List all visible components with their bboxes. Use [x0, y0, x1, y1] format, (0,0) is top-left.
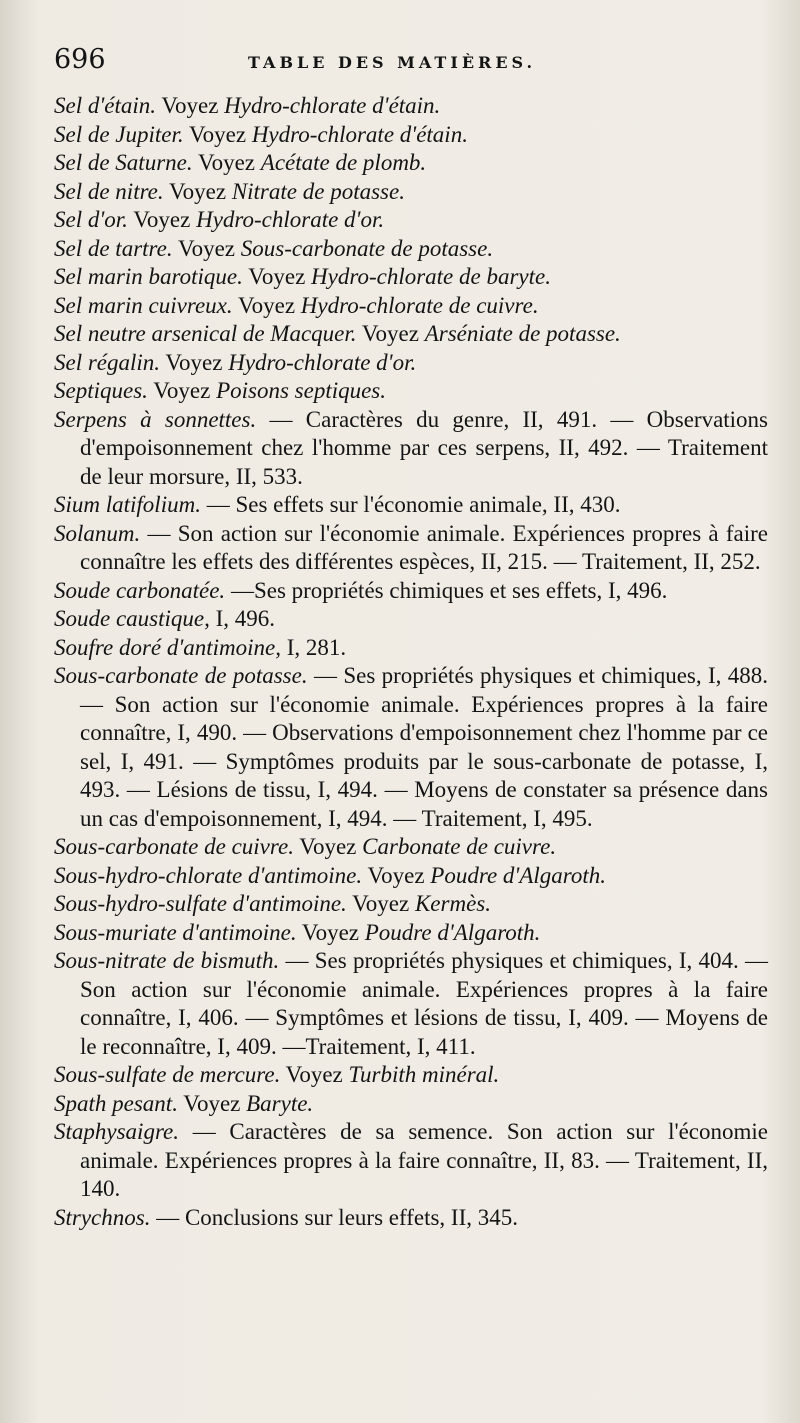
entry-headword: Sous-muriate d'antimoine.: [54, 919, 297, 945]
entry-headword: Sel marin barotique.: [54, 264, 243, 289]
index-entry: [54, 149, 768, 178]
entry-cross-reference: Hydro-chlorate d'étain.: [251, 121, 468, 147]
index-entry: [54, 406, 768, 492]
index-entry: [54, 862, 768, 891]
entry-description: I, 281.: [286, 634, 347, 660]
entry-cross-reference: Carbonate de cuivre.: [362, 834, 557, 859]
entry-cross-reference: Hydro-chlorate d'étain.: [224, 93, 441, 118]
entry-cross-reference: Poudre d'Algaroth.: [430, 862, 606, 888]
index-entry: [54, 605, 768, 634]
index-entry: [54, 662, 768, 833]
entry-headword: Spath pesant.: [54, 1090, 178, 1116]
entry-cross-reference: Poudre d'Algaroth.: [364, 919, 541, 945]
index-entry: [54, 1061, 768, 1090]
entry-description: — Son action sur l'économie animale. Expériences propres à faire connaître les effets des différentes espèces, II, 215. — Traitement, II, 252.: [80, 520, 769, 574]
entry-description: I, 496.: [215, 606, 276, 631]
index-entry: [54, 520, 768, 577]
entry-cross-reference: Sous-carbonate de potasse.: [240, 235, 494, 261]
entry-see-reference: Voyez: [352, 891, 410, 916]
entry-headword: Septiques.: [54, 378, 148, 403]
entry-headword: Sium latifolium.: [54, 492, 201, 517]
entry-headword: Sous-hydro-chlorate d'antimoine.: [54, 862, 363, 888]
entry-description: —Ses propriétés chimiques et ses effets, I, 496.: [230, 577, 668, 603]
index-entry: [54, 1118, 768, 1204]
running-title: TABLE DES MATIÈRES.: [248, 53, 537, 72]
entry-cross-reference: Arséniate de potasse.: [424, 321, 621, 346]
entry-see-reference: Voyez: [169, 178, 227, 204]
index-entry: [54, 491, 768, 520]
entry-headword: Sous-hydro-sulfate d'antimoine.: [54, 891, 347, 916]
entry-see-reference: Voyez: [189, 121, 247, 147]
entry-see-reference: Voyez: [301, 919, 359, 945]
index-entry: [54, 206, 768, 235]
entry-headword: Sel de tartre.: [54, 235, 173, 261]
index-entry: [54, 919, 768, 948]
entry-headword: Soude carbonatée.: [54, 577, 226, 603]
entry-headword: Sous-nitrate de bismuth.: [54, 948, 280, 973]
entry-headword: Sel de Saturne.: [54, 150, 193, 175]
entry-headword: Strychnos.: [54, 1204, 151, 1230]
index-entry: [54, 235, 768, 264]
entry-headword: Sel de nitre.: [54, 178, 164, 204]
entry-see-reference: Voyez: [285, 1062, 343, 1087]
entry-see-reference: Voyez: [237, 292, 296, 318]
entry-cross-reference: Hydro-chlorate de cuivre.: [300, 292, 539, 318]
entry-see-reference: Voyez: [133, 207, 191, 232]
entry-headword: Sel de Jupiter.: [54, 121, 184, 147]
index-entry: [54, 947, 768, 1061]
entry-description: — Caractères de sa semence. Son action sur l'économie animale. Expériences propres à la faire connaître, II, 83. — Traitement, II, 140.: [80, 1119, 769, 1201]
index-entry: [54, 292, 768, 321]
entry-see-reference: Voyez: [197, 150, 256, 175]
entry-see-reference: Voyez: [161, 93, 219, 118]
entry-headword: Solanum.: [54, 520, 141, 546]
entry-headword: Sel d'étain.: [54, 93, 157, 118]
entry-cross-reference: Turbith minéral.: [348, 1062, 500, 1087]
index-entry: [54, 320, 768, 349]
entry-headword: Sel régalin.: [54, 349, 161, 375]
entry-description: — Conclusions sur leurs effets, II, 345.: [156, 1204, 518, 1230]
entry-headword: Sel neutre arsenical de Macquer.: [54, 321, 357, 346]
index-entry: [54, 1204, 768, 1233]
index-entry: [54, 890, 768, 919]
index-entry: [54, 121, 768, 150]
entry-headword: Soude caustique,: [54, 606, 210, 631]
entry-cross-reference: Baryte.: [246, 1090, 314, 1116]
entry-headword: Sous-sulfate de mercure.: [54, 1062, 281, 1087]
entry-cross-reference: Kermès.: [414, 891, 491, 916]
index-entry: [54, 377, 768, 406]
index-entries: [54, 92, 768, 1232]
entry-headword: Sous-carbonate de potasse.: [54, 663, 308, 688]
entry-description: — Ses propriétés physiques et chimiques, I, 404. — Son action sur l'économie animale. Expériences propres à la faire connaître, I, 406. — Symptômes et lésions de tissu, I, 409. — Moyens de le reconnaître, I, 409. —Traitement, I, 411.: [80, 948, 769, 1059]
index-entry: [54, 833, 768, 862]
entry-headword: Sous-carbonate de cuivre.: [54, 834, 294, 859]
entry-cross-reference: Acétate de plomb.: [260, 150, 427, 175]
entry-description: — Ses propriétés physiques et chimiques, I, 488. — Son action sur l'économie animale. Expériences propres à la faire connaître, I, 490. — Observations d'empoisonnement chez l'homme par ce sel, I, 491. — Symptômes produits par le sous-carbonate de potasse, I, 493. — Lésions de tissu, I, 494. — Moyens de constater sa présence dans un cas d'empoisonnement, I, 494. — Traitement, I, 495.: [80, 663, 769, 831]
entry-headword: Soufre doré d'antimoine,: [54, 634, 282, 660]
entry-see-reference: Voyez: [299, 834, 357, 859]
entry-see-reference: Voyez: [367, 862, 425, 888]
index-entry: [54, 349, 768, 378]
index-entry: [54, 1090, 768, 1119]
entry-headword: Sel d'or.: [54, 207, 128, 232]
entry-see-reference: Voyez: [361, 321, 419, 346]
entry-headword: Sel marin cuivreux.: [54, 292, 233, 318]
entry-cross-reference: Hydro-chlorate d'or.: [228, 349, 417, 375]
entry-see-reference: Voyez: [177, 235, 235, 261]
entry-cross-reference: Nitrate de potasse.: [231, 178, 405, 204]
entry-see-reference: Voyez: [248, 264, 306, 289]
entry-headword: Serpens à sonnettes.: [54, 406, 257, 432]
entry-see-reference: Voyez: [183, 1090, 241, 1116]
index-entry: [54, 577, 768, 606]
index-entry: [54, 634, 768, 663]
page-header: [54, 44, 768, 92]
index-entry: [54, 263, 768, 292]
index-entry: [54, 178, 768, 207]
entry-see-reference: Voyez: [165, 349, 223, 375]
index-entry: [54, 92, 768, 121]
entry-headword: Staphysaigre.: [54, 1119, 179, 1144]
entry-cross-reference: Poisons septiques.: [216, 378, 387, 403]
entry-cross-reference: Hydro-chlorate de baryte.: [311, 264, 551, 289]
entry-cross-reference: Hydro-chlorate d'or.: [196, 207, 385, 232]
entry-see-reference: Voyez: [153, 378, 211, 403]
page-number: 696: [54, 44, 106, 75]
entry-description: — Ses effets sur l'économie animale, II, 430.: [206, 492, 621, 517]
entry-description: — Caractères du genre, II, 491. — Observations d'empoisonnement chez l'homme par ces serpens, II, 492. — Traitement de leur morsure, II, 533.: [80, 406, 769, 489]
